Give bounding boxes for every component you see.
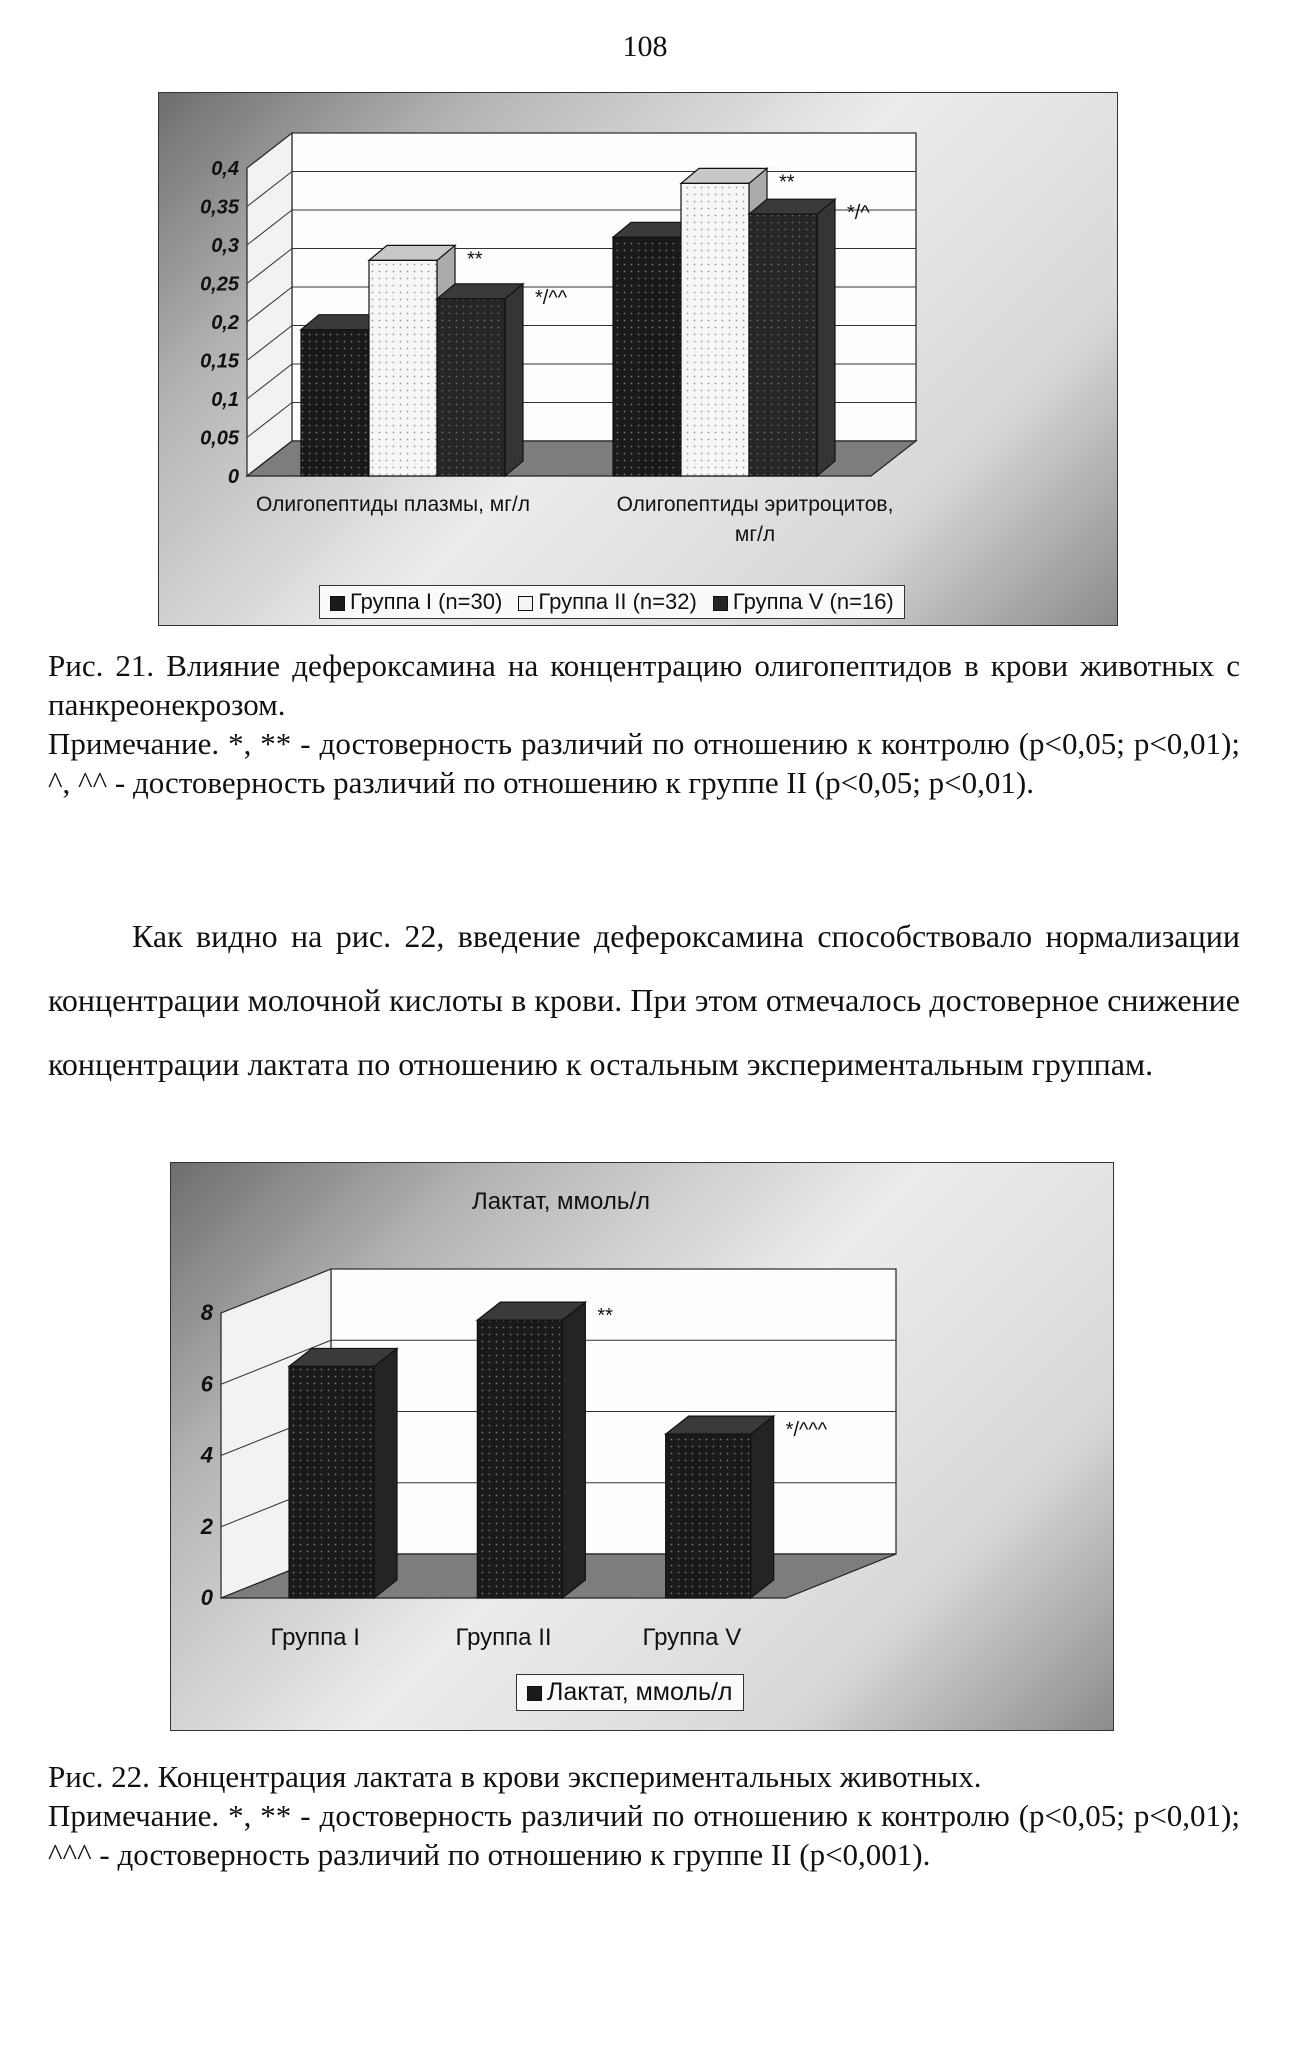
bar-side <box>817 199 835 476</box>
x-category-label: Группа I <box>270 1624 360 1651</box>
bar <box>681 183 749 476</box>
y-tick-label: 0,4 <box>211 158 239 180</box>
body-paragraph <box>48 904 1240 1096</box>
significance-marker: ** <box>779 171 795 194</box>
legend-item <box>713 589 894 615</box>
y-tick-label: 0 <box>200 1585 213 1610</box>
legend <box>516 1674 744 1711</box>
y-tick-label: 0,15 <box>200 350 239 373</box>
legend-label: Группа I (n=30) <box>350 589 503 614</box>
legend-swatch <box>713 596 728 611</box>
bar <box>437 299 505 476</box>
y-tick-label: 0,25 <box>200 273 239 296</box>
y-tick-label: 8 <box>200 1300 213 1325</box>
legend-swatch <box>330 596 345 611</box>
x-category-label: Олигопептиды плазмы, мг/л <box>256 493 530 516</box>
x-category-label: мг/л <box>734 523 776 546</box>
figure-note: Примечание. *, ** - достоверность различий по отношению к контролю (p<0,05; p<0,01); ^, ^^ - достоверность различий по отношению к группе II (p<0,05; p<0,01). <box>48 726 1240 800</box>
legend-item <box>518 589 696 615</box>
legend <box>319 585 905 619</box>
bar-side <box>505 284 523 476</box>
bar-side <box>562 1302 585 1598</box>
significance-marker: */^^^ <box>785 1419 828 1442</box>
figure-caption: Рис. 21. Влияние дефероксамина на концентрацию олигопептидов в крови животных с панкреонекрозом. <box>48 648 1240 722</box>
figure-22-caption-block <box>48 1757 1240 1874</box>
significance-marker: ** <box>467 248 483 271</box>
bar <box>289 1366 374 1598</box>
paragraph-text: Как видно на рис. 22, введение дефероксамина способствовало нормализации концентрации молочной кислоты в крови. При этом отмечалось достоверное снижение концентрации лактата по отношению к остальным экспериментальным группам. <box>48 918 1240 1082</box>
y-tick-label: 4 <box>200 1442 213 1468</box>
legend-label: Группа V (n=16) <box>732 589 894 614</box>
legend-item <box>330 589 502 615</box>
y-tick-label: 6 <box>200 1371 213 1397</box>
significance-marker: */^ <box>847 202 870 225</box>
legend-item <box>527 1678 733 1707</box>
x-category-label: Олигопептиды эритроцитов, <box>616 493 894 516</box>
page-number: 108 <box>622 30 668 63</box>
bar <box>301 330 369 476</box>
figure-21-chart <box>158 92 1118 626</box>
bar <box>613 237 681 476</box>
x-category-label: Группа II <box>455 1624 552 1651</box>
legend-swatch <box>527 1686 542 1701</box>
bar <box>666 1434 751 1598</box>
bar <box>369 260 437 476</box>
oligopeptides-chart-svg <box>159 93 1117 625</box>
y-tick-label: 0,3 <box>211 235 239 257</box>
significance-marker: */^^ <box>535 286 568 309</box>
significance-marker: ** <box>597 1305 613 1328</box>
y-tick-label: 0,1 <box>211 389 239 411</box>
bar-side <box>374 1348 397 1598</box>
bar-side <box>751 1416 774 1598</box>
legend-label: Группа II (n=32) <box>538 589 697 614</box>
figure-21-caption-block <box>48 646 1240 802</box>
chart-title: Лактат, ммоль/л <box>471 1188 651 1215</box>
figure-note: Примечание. *, ** - достоверность различий по отношению к контролю (p<0,05; p<0,01); ^^^ - достоверность различий по отношению к группе II (p<0,001). <box>48 1798 1240 1872</box>
y-tick-label: 0,2 <box>211 312 239 334</box>
y-tick-label: 0,35 <box>200 196 239 219</box>
y-tick-label: 2 <box>200 1513 213 1539</box>
bar <box>749 214 817 476</box>
legend-swatch <box>518 596 533 611</box>
y-tick-label: 0 <box>227 466 239 488</box>
lactate-chart-svg <box>171 1163 1113 1730</box>
figure-caption: Рис. 22. Концентрация лактата в крови экспериментальных животных. <box>48 1759 982 1794</box>
figure-22-chart <box>170 1162 1114 1731</box>
legend-label: Лактат, ммоль/л <box>547 1678 733 1706</box>
y-tick-label: 0,05 <box>200 427 239 450</box>
bar <box>477 1320 562 1598</box>
x-category-label: Группа V <box>642 1624 742 1651</box>
